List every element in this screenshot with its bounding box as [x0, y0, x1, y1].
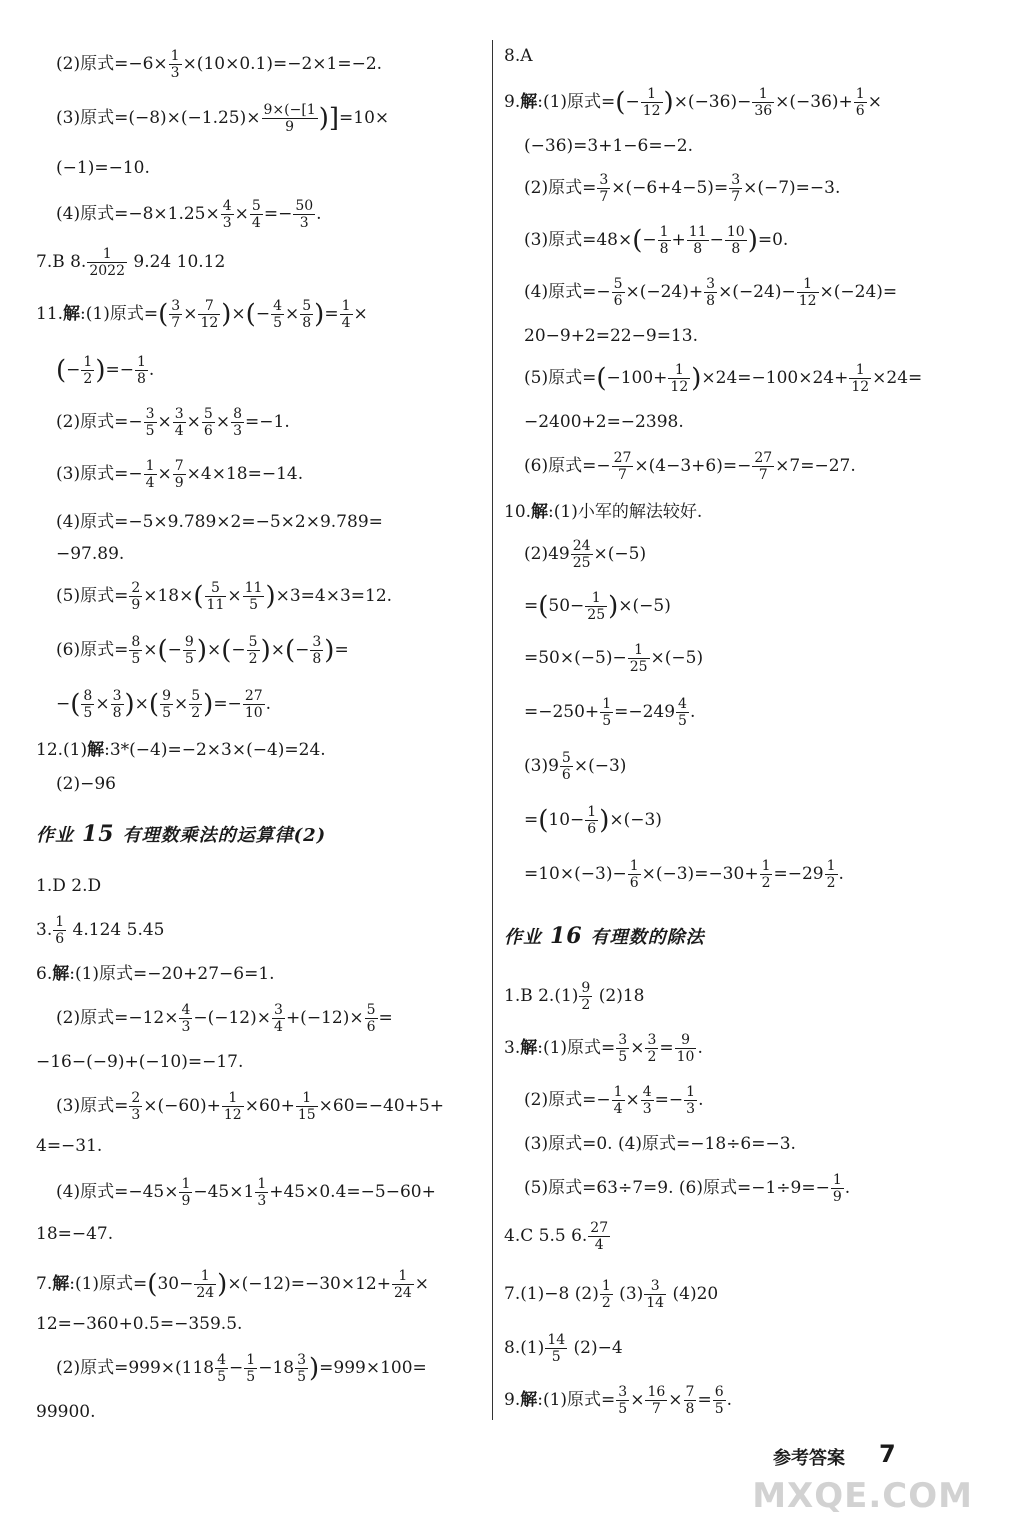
fraction: $\frac{27}{7}$ — [613, 450, 632, 483]
answer-line: (5)原式=63÷7=9. (6)原式=−1÷9=− $\frac{1}{9}$ . — [524, 1172, 851, 1205]
fraction: $\frac{9}{2}$ — [581, 980, 591, 1013]
fraction: $\frac{1}{6}$ — [629, 858, 639, 891]
fraction: $\frac{3}{4}$ — [274, 1002, 283, 1035]
fraction: $\frac{4}{5}$ — [217, 1352, 227, 1385]
fraction: $\frac{4}{3}$ — [642, 1084, 652, 1117]
fraction: $\frac{5}{6}$ — [561, 750, 571, 783]
page-number: 7 — [879, 1440, 896, 1468]
heading-number: 15 — [82, 821, 115, 847]
fraction: $\frac{50}{3}$ — [295, 198, 314, 231]
fraction: $\frac{1}{9}$ — [181, 1176, 191, 1209]
fraction: $\frac{1}{6}$ — [587, 804, 597, 837]
fraction: $\frac{3}{8}$ — [112, 688, 122, 721]
fraction: $\frac{5}{2}$ — [191, 688, 201, 721]
fraction: $\frac{11}{5}$ — [244, 580, 263, 613]
fraction: $\frac{9}{5}$ — [162, 688, 171, 721]
fraction: $\frac{1}{6}$ — [855, 86, 865, 119]
fraction: $\frac{5}{11}$ — [206, 580, 225, 613]
fraction: $\frac{9}{5}$ — [184, 634, 194, 667]
answer-line: 10.解:(1)小军的解法较好. — [504, 502, 703, 522]
answer-line: (2)原式=−12× $\frac{4}{3}$ −(−12)× $\frac{3}{4}$ +(−12)× $\frac{5}{6}$ = — [56, 1002, 393, 1035]
fraction: $\frac{11}{8}$ — [688, 224, 707, 257]
fraction: $\frac{9}{10}$ — [676, 1032, 695, 1065]
fraction: $\frac{7}{12}$ — [200, 298, 219, 331]
answer-line: 6.解:(1)原式=−20+27−6=1. — [36, 964, 275, 984]
answer-line: (2)−96 — [56, 774, 116, 794]
answer-line: =−250+ $\frac{1}{5}$ =−249 $\frac{4}{5}$ . — [524, 696, 696, 729]
fraction: $\frac{3}{8}$ — [312, 634, 322, 667]
fraction: $\frac{2}{9}$ — [131, 580, 141, 613]
answer-line: 9.解:(1)原式= $\frac{3}{5}$ × $\frac{16}{7}$ × $\frac{7}{8}$ = $\frac{6}{5}$ . — [504, 1384, 733, 1417]
answer-line: (− $\frac{1}{2}$ )=− $\frac{1}{8}$ . — [56, 354, 155, 387]
fraction: $\frac{1}{5}$ — [246, 1352, 256, 1385]
fraction: $\frac{3}{7}$ — [731, 172, 741, 205]
answer-line: =(10− $\frac{1}{6}$ )×(−3) — [524, 804, 662, 837]
answer-line: −97.89. — [56, 544, 125, 564]
fraction: $\frac{1}{12}$ — [642, 86, 661, 119]
fraction: $\frac{1}{4}$ — [613, 1084, 623, 1117]
answer-line: (6)原式=− $\frac{27}{7}$ ×(4−3+6)=− $\frac{27}{7}$ ×7=−27. — [524, 450, 856, 483]
answer-line: (2)原式=− $\frac{1}{4}$ × $\frac{4}{3}$ =− $\frac{1}{3}$ . — [524, 1084, 704, 1117]
answer-line: −16−(−9)+(−10)=−17. — [36, 1052, 244, 1072]
fraction: $\frac{3}{5}$ — [618, 1384, 628, 1417]
section-heading-15 — [36, 814, 326, 854]
fraction: $\frac{8}{3}$ — [233, 406, 243, 439]
fraction: $\frac{1}{36}$ — [754, 86, 773, 119]
fraction: $\frac{5}{6}$ — [203, 406, 213, 439]
fraction: $\frac{1}{12}$ — [851, 362, 870, 395]
fraction: $\frac{1}{25}$ — [587, 590, 606, 623]
answer-line: (2)原式=−6× $\frac{1}{3}$ ×(10×0.1)=−2×1=−2. — [56, 48, 383, 81]
page-footer — [752, 1438, 973, 1516]
fraction: $\frac{14}{5}$ — [547, 1332, 566, 1365]
fraction: $\frac{10}{8}$ — [726, 224, 745, 257]
answer-line: 7.(1)−8 (2) $\frac{1}{2}$ (3) $\frac{3}{14}$ (4)20 — [504, 1278, 719, 1311]
fraction: $\frac{5}{4}$ — [251, 198, 261, 231]
answer-line: (3)9 $\frac{5}{6}$ ×(−3) — [524, 750, 627, 783]
fraction: $\frac{1}{2}$ — [761, 858, 771, 891]
fraction: $\frac{1}{3}$ — [686, 1084, 696, 1117]
answer-line: 9.解:(1)原式=(− $\frac{1}{12}$ )×(−36)− $\frac{1}{36}$ ×(−36)+ $\frac{1}{6}$ × — [504, 86, 882, 119]
answer-line: =(50− $\frac{1}{25}$ )×(−5) — [524, 590, 671, 623]
fraction: $\frac{4}{3}$ — [181, 1002, 191, 1035]
answer-line: 18=−47. — [36, 1224, 114, 1244]
fraction: $\frac{5}{2}$ — [248, 634, 258, 667]
fraction: $\frac{1}{2}$ — [83, 354, 93, 387]
fraction: $\frac{1}{9}$ — [832, 1172, 842, 1205]
answer-line: 20−9+2=22−9=13. — [524, 326, 698, 346]
fraction: $\frac{1}{12}$ — [670, 362, 689, 395]
fraction: $\frac{1}{4}$ — [145, 458, 155, 491]
watermark: MXQE.COM — [752, 1476, 973, 1516]
heading-number: 16 — [550, 923, 583, 949]
fraction: $\frac{1}{2022}$ — [89, 246, 125, 279]
answer-line: 8.(1) $\frac{14}{5}$ (2)−4 — [504, 1332, 623, 1365]
answer-line: (2)原式=999×(118 $\frac{4}{5}$ − $\frac{1}{5}$ −18 $\frac{3}{5}$ )=999×100= — [56, 1352, 427, 1385]
section-heading-16 — [504, 916, 705, 956]
fraction: $\frac{1}{3}$ — [170, 48, 180, 81]
answer-line: (3)原式=0. (4)原式=−18÷6=−3. — [524, 1134, 796, 1154]
fraction: $\frac{1}{12}$ — [798, 276, 817, 309]
column-divider — [492, 40, 493, 1420]
answer-line: (4)原式=− $\frac{5}{6}$ ×(−24)+ $\frac{3}{8}$ ×(−24)− $\frac{1}{12}$ ×(−24)= — [524, 276, 898, 309]
answer-line: −( $\frac{8}{5}$ × $\frac{3}{8}$ )×( $\frac{9}{5}$ × $\frac{5}{2}$ )=− $\frac{27}{10}$ . — [56, 688, 272, 721]
answer-line: (5)原式=(−100+ $\frac{1}{12}$ )×24=−100×24+ $\frac{1}{12}$ ×24= — [524, 362, 923, 395]
fraction: $\frac{6}{5}$ — [714, 1384, 724, 1417]
heading-label: 作业 — [36, 825, 74, 846]
fraction: $\frac{1}{6}$ — [55, 914, 65, 947]
fraction: $\frac{1}{4}$ — [341, 298, 351, 331]
fraction: $\frac{4}{5}$ — [678, 696, 687, 729]
fraction: $\frac{5}{8}$ — [302, 298, 312, 331]
answer-line: 7.B 8. $\frac{1}{2022}$ 9.24 10.12 — [36, 246, 226, 279]
fraction: $\frac{3}{7}$ — [599, 172, 609, 205]
fraction: $\frac{1}{5}$ — [602, 696, 612, 729]
answer-line: −2400+2=−2398. — [524, 412, 684, 432]
answer-line: 12.(1)解:3*(−4)=−2×3×(−4)=24. — [36, 740, 326, 760]
answer-line: 12=−360+0.5=−359.5. — [36, 1314, 243, 1334]
fraction: $\frac{3}{2}$ — [647, 1032, 657, 1065]
fraction: $\frac{5}{6}$ — [366, 1002, 376, 1035]
fraction: $\frac{7}{8}$ — [685, 1384, 695, 1417]
footer-label: 参考答案 — [773, 1448, 845, 1469]
answer-line: 4=−31. — [36, 1136, 103, 1156]
answer-line: (−36)=3+1−6=−2. — [524, 136, 694, 156]
heading-title: 有理数乘法的运算律(2) — [122, 825, 327, 846]
fraction: $\frac{3}{4}$ — [174, 406, 184, 439]
fraction: $\frac{4}{3}$ — [222, 198, 232, 231]
heading-label: 作业 — [504, 927, 542, 948]
answer-line: (−1)=−10. — [56, 158, 150, 178]
fraction: $\frac{3}{7}$ — [171, 298, 181, 331]
answer-line: 3. $\frac{1}{6}$ 4.124 5.45 — [36, 914, 165, 947]
fraction: $\frac{27}{7}$ — [754, 450, 773, 483]
answer-line: (4)原式=−45× $\frac{1}{9}$ −45×1 $\frac{1}{3}$ +45×0.4=−5−60+ — [56, 1176, 436, 1209]
fraction: $\frac{1}{12}$ — [223, 1090, 242, 1123]
answer-line: =50×(−5)− $\frac{1}{25}$ ×(−5) — [524, 642, 704, 675]
fraction: $\frac{3}{5}$ — [297, 1352, 307, 1385]
answer-line: 1.D 2.D — [36, 876, 102, 896]
fraction: $\frac{4}{5}$ — [273, 298, 282, 331]
fraction: $\frac{1}{2}$ — [601, 1278, 611, 1311]
answer-line: (3)原式= $\frac{2}{3}$ ×(−60)+ $\frac{1}{12}$ ×60+ $\frac{1}{15}$ ×60=−40+5+ — [56, 1090, 444, 1123]
answer-line: 4.C 5.5 6. $\frac{27}{4}$ — [504, 1220, 609, 1253]
answer-line: (6)原式= $\frac{8}{5}$ ×(− $\frac{9}{5}$ )×(− $\frac{5}{2}$ )×(− $\frac{3}{8}$ )= — [56, 634, 349, 667]
fraction: $\frac{8}{5}$ — [83, 688, 93, 721]
fraction: $\frac{24}{25}$ — [572, 538, 591, 571]
answer-line: (2)49 $\frac{24}{25}$ ×(−5) — [524, 538, 647, 571]
answer-line: (2)原式=− $\frac{3}{5}$ × $\frac{3}{4}$ × $\frac{5}{6}$ × $\frac{8}{3}$ =−1. — [56, 406, 290, 439]
answer-line: 1.B 2.(1) $\frac{9}{2}$ (2)18 — [504, 980, 645, 1013]
answer-line: (2)原式= $\frac{3}{7}$ ×(−6+4−5)= $\frac{3}{7}$ ×(−7)=−3. — [524, 172, 841, 205]
fraction: $\frac{1}{24}$ — [393, 1268, 412, 1301]
answer-line: 11.解:(1)原式=( $\frac{3}{7}$ × $\frac{7}{12}$ )×(− $\frac{4}{5}$ × $\frac{5}{8}$ )= $\frac{1}{4}$ × — [36, 298, 368, 331]
fraction: $\frac{2}{3}$ — [131, 1090, 141, 1123]
fraction: $\frac{5}{6}$ — [613, 276, 623, 309]
answer-line: (5)原式= $\frac{2}{9}$ ×18×( $\frac{5}{11}$ × $\frac{11}{5}$ )×3=4×3=12. — [56, 580, 393, 613]
answer-line: (3)原式=48×(− $\frac{1}{8}$ + $\frac{11}{8}$ − $\frac{10}{8}$ )=0. — [524, 224, 789, 257]
answer-line: (3)原式=(−8)×(−1.25)× $\frac{9\times(-[1}{9}$ )]=10× — [56, 102, 390, 135]
fraction: $\frac{1}{8}$ — [659, 224, 669, 257]
answer-line: 8.A — [504, 46, 533, 66]
answer-line: (3)原式=− $\frac{1}{4}$ × $\frac{7}{9}$ ×4×18=−14. — [56, 458, 304, 491]
fraction: $\frac{3}{5}$ — [618, 1032, 628, 1065]
fraction: $\frac{1}{3}$ — [257, 1176, 267, 1209]
answer-line: 7.解:(1)原式=(30− $\frac{1}{24}$ )×(−12)=−30×12+ $\frac{1}{24}$ × — [36, 1268, 430, 1301]
fraction: $\frac{1}{8}$ — [136, 354, 146, 387]
answer-line: (4)原式=−5×9.789×2=−5×2×9.789= — [56, 512, 383, 532]
fraction: $\frac{3}{5}$ — [145, 406, 155, 439]
fraction: $\frac{1}{15}$ — [297, 1090, 316, 1123]
fraction: $\frac{3}{14}$ — [646, 1278, 665, 1311]
answer-line: =10×(−3)− $\frac{1}{6}$ ×(−3)=−30+ $\frac{1}{2}$ =−29 $\frac{1}{2}$ . — [524, 858, 844, 891]
fraction: $\frac{27}{10}$ — [244, 688, 263, 721]
fraction: $\frac{8}{5}$ — [131, 634, 141, 667]
fraction: $\frac{1}{2}$ — [826, 858, 836, 891]
answer-line: 99900. — [36, 1402, 96, 1422]
fraction: $\frac{9\times(-[1}{9}$ — [263, 102, 316, 135]
fraction: $\frac{27}{4}$ — [590, 1220, 609, 1253]
fraction: $\frac{16}{7}$ — [647, 1384, 666, 1417]
fraction: $\frac{1}{24}$ — [196, 1268, 215, 1301]
fraction: $\frac{7}{9}$ — [174, 458, 184, 491]
heading-title: 有理数的除法 — [590, 927, 705, 948]
answer-line: 3.解:(1)原式= $\frac{3}{5}$ × $\frac{3}{2}$ = $\frac{9}{10}$ . — [504, 1032, 703, 1065]
fraction: $\frac{3}{8}$ — [706, 276, 716, 309]
fraction: $\frac{1}{25}$ — [629, 642, 648, 675]
answer-line: (4)原式=−8×1.25× $\frac{4}{3}$ × $\frac{5}{4}$ =− $\frac{50}{3}$ . — [56, 198, 322, 231]
